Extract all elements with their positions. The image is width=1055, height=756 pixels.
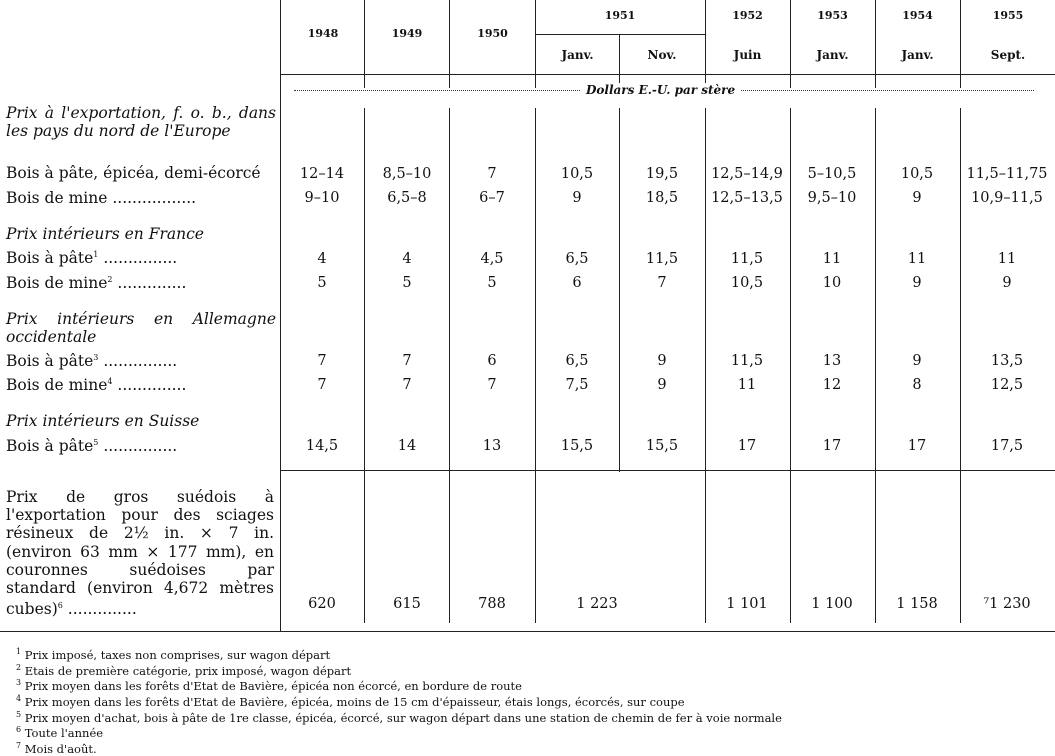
year-header: 1954 [902, 9, 933, 22]
footnote-mark: 4 [16, 693, 22, 703]
footnote-text: Mois d'août. [21, 741, 97, 756]
table-cell: 4 [402, 251, 412, 267]
row-label: Bois de mine$^4$ .............. [6, 376, 187, 394]
table-cell: 15,5 [645, 438, 679, 454]
table-cell: 4,5 [480, 251, 504, 267]
unit-label: Dollars E.-U. par stère [580, 83, 741, 97]
footnote-mark: 2 [16, 662, 22, 672]
table-cell: 9,5–10 [807, 190, 857, 206]
table-cell: 11 [737, 377, 757, 393]
rule [280, 74, 1055, 75]
table-cell: 19,5 [645, 166, 679, 182]
section-title: Prix intérieurs en Suisse [6, 412, 200, 430]
footnote-text: Toute l'année [21, 725, 104, 740]
table-cell: 6 [572, 275, 582, 291]
table-cell: 11 [997, 251, 1017, 267]
rule [280, 470, 1055, 471]
table-cell: 17 [907, 438, 927, 454]
table-cell: 18,5 [645, 190, 679, 206]
table-cell: 15,5 [560, 438, 594, 454]
table-cell: 17 [737, 438, 757, 454]
month-header: Janv. [816, 48, 849, 62]
table-cell: 9–10 [304, 190, 340, 206]
table-cell: 8,5–10 [382, 166, 432, 182]
table-cell: 12,5–13,5 [711, 190, 783, 206]
table-cell: 10,5 [900, 166, 934, 182]
footnote [16, 662, 1046, 678]
year-header: 1953 [817, 9, 848, 22]
footnote-text: Prix moyen dans les forêts d'Etat de Bavière, épicéa non écorcé, en bordure de route [21, 679, 522, 694]
row-label: Bois à pâte$^3$ ............... [6, 352, 178, 370]
month-header: Sept. [990, 48, 1026, 62]
table-cell: ⁷1 230 [983, 596, 1031, 612]
footnote-mark: 6 [16, 725, 22, 735]
table-cell: 17 [822, 438, 842, 454]
table-cell: 5 [487, 275, 497, 291]
table-cell: 8 [912, 377, 922, 393]
table-cell: 11,5 [730, 353, 764, 369]
year-header: 1955 [992, 9, 1024, 22]
table-cell: 13 [822, 353, 842, 369]
table-cell: 1 223 [576, 596, 618, 612]
table-cell: 5 [317, 275, 327, 291]
year-header: 1951 [604, 9, 636, 22]
table-cell: 4 [317, 251, 327, 267]
table-cell: 6,5 [565, 353, 589, 369]
table-cell: 11 [822, 251, 842, 267]
table-cell: 6,5–8 [387, 190, 427, 206]
table-cell: 13 [482, 438, 502, 454]
month-header: Juin [733, 48, 762, 62]
table-cell: 12,5–14,9 [711, 166, 783, 182]
footnote [16, 724, 1046, 740]
footnote-text: Prix moyen d'achat, bois à pâte de 1re classe, épicéa, écorcé, sur wagon départ dans une station de chemin de fer à voie normale [21, 710, 782, 725]
section-title: Prix intérieurs en France [6, 225, 204, 243]
table-cell: 1 158 [896, 596, 938, 612]
table-cell: 10,5 [730, 275, 764, 291]
rule [535, 34, 705, 35]
table-cell: 11 [907, 251, 927, 267]
table-cell: 11,5 [645, 251, 679, 267]
table-cell: 7 [657, 275, 667, 291]
footnote [16, 646, 1046, 662]
table-cell: 14,5 [305, 438, 339, 454]
table-cell: 6,5 [565, 251, 589, 267]
row-label: Bois de mine ................. [6, 189, 197, 207]
table-cell: 7 [402, 377, 412, 393]
year-header: 1949 [391, 27, 423, 40]
table-cell: 9 [912, 275, 922, 291]
table-cell: 6–7 [479, 190, 505, 206]
table-cell: 7 [402, 353, 412, 369]
footnote-text: Prix moyen dans les forêts d'Etat de Bavière, épicéa, moins de 15 cm d'épaisseur, étais longs, écorcés, sur coupe [21, 694, 685, 709]
rule [0, 631, 1055, 632]
footnote [16, 709, 1046, 725]
table-cell: 5–10,5 [807, 166, 857, 182]
table-cell: 13,5 [990, 353, 1024, 369]
table-cell: 11,5 [730, 251, 764, 267]
footnote-mark: 7 [16, 740, 22, 750]
table-cell: 5 [402, 275, 412, 291]
table-cell: 615 [393, 596, 421, 612]
table-cell: 788 [478, 596, 506, 612]
table-cell: 9 [1002, 275, 1012, 291]
table-cell: 9 [572, 190, 582, 206]
swedish-label: Prix de gros suédois à l'exportation pour des sciages résineux de 2½ in. × 7 in. (environ 63 mm × 177 mm), en couronnes suédoises par standard (environ 4,672 mètres cubes)$^6$ .............. [6, 488, 274, 619]
footnote-list [16, 646, 1046, 755]
table-cell: 7,5 [565, 377, 589, 393]
footnote [16, 677, 1046, 693]
table-cell: 10 [822, 275, 842, 291]
table-cell: 7 [317, 353, 327, 369]
table-cell: 1 100 [811, 596, 853, 612]
row-label: Bois de mine$^2$ .............. [6, 274, 187, 292]
table-cell: 10,9–11,5 [971, 190, 1043, 206]
section-title: Prix à l'exportation, f. o. b., dans les pays du nord de l'Europe [6, 104, 276, 140]
footnote-mark: 5 [16, 709, 22, 719]
row-label: Bois à pâte$^1$ ............... [6, 249, 178, 267]
table-cell: 14 [397, 438, 417, 454]
table-cell: 7 [487, 377, 497, 393]
month-header: Nov. [647, 48, 677, 62]
year-header: 1952 [732, 9, 763, 22]
footnote [16, 740, 1046, 756]
table-cell: 12,5 [990, 377, 1024, 393]
table-cell: 7 [317, 377, 327, 393]
footnotes [16, 646, 1046, 755]
footnote-text: Prix imposé, taxes non comprises, sur wagon départ [21, 647, 331, 662]
table-cell: 9 [912, 190, 922, 206]
table-cell: 9 [912, 353, 922, 369]
year-header: 1948 [307, 27, 339, 40]
table-cell: 6 [487, 353, 497, 369]
row-label: Bois à pâte$^5$ ............... [6, 437, 178, 455]
footnote [16, 693, 1046, 709]
table-cell: 7 [487, 166, 497, 182]
section-title: Prix intérieurs en Allemagne occidentale [6, 310, 276, 346]
table-cell: 10,5 [560, 166, 594, 182]
table-cell: 9 [657, 377, 667, 393]
month-header: Janv. [901, 48, 934, 62]
row-label: Bois à pâte, épicéa, demi-écorcé [6, 164, 261, 182]
table-cell: 12 [822, 377, 842, 393]
table-cell: 620 [308, 596, 336, 612]
year-header: 1950 [477, 27, 508, 40]
table-cell: 17,5 [990, 438, 1024, 454]
table-cell: 1 101 [726, 596, 768, 612]
table-cell: 12–14 [299, 166, 345, 182]
month-header: Janv. [561, 48, 594, 62]
footnote-mark: 3 [16, 678, 22, 688]
table-cell: 9 [657, 353, 667, 369]
table-cell: 11,5–11,75 [966, 166, 1048, 182]
col-divider [280, 0, 281, 632]
footnote-mark: 1 [16, 647, 22, 656]
footnote-text: Etais de première catégorie, prix imposé, wagon départ [21, 663, 352, 678]
